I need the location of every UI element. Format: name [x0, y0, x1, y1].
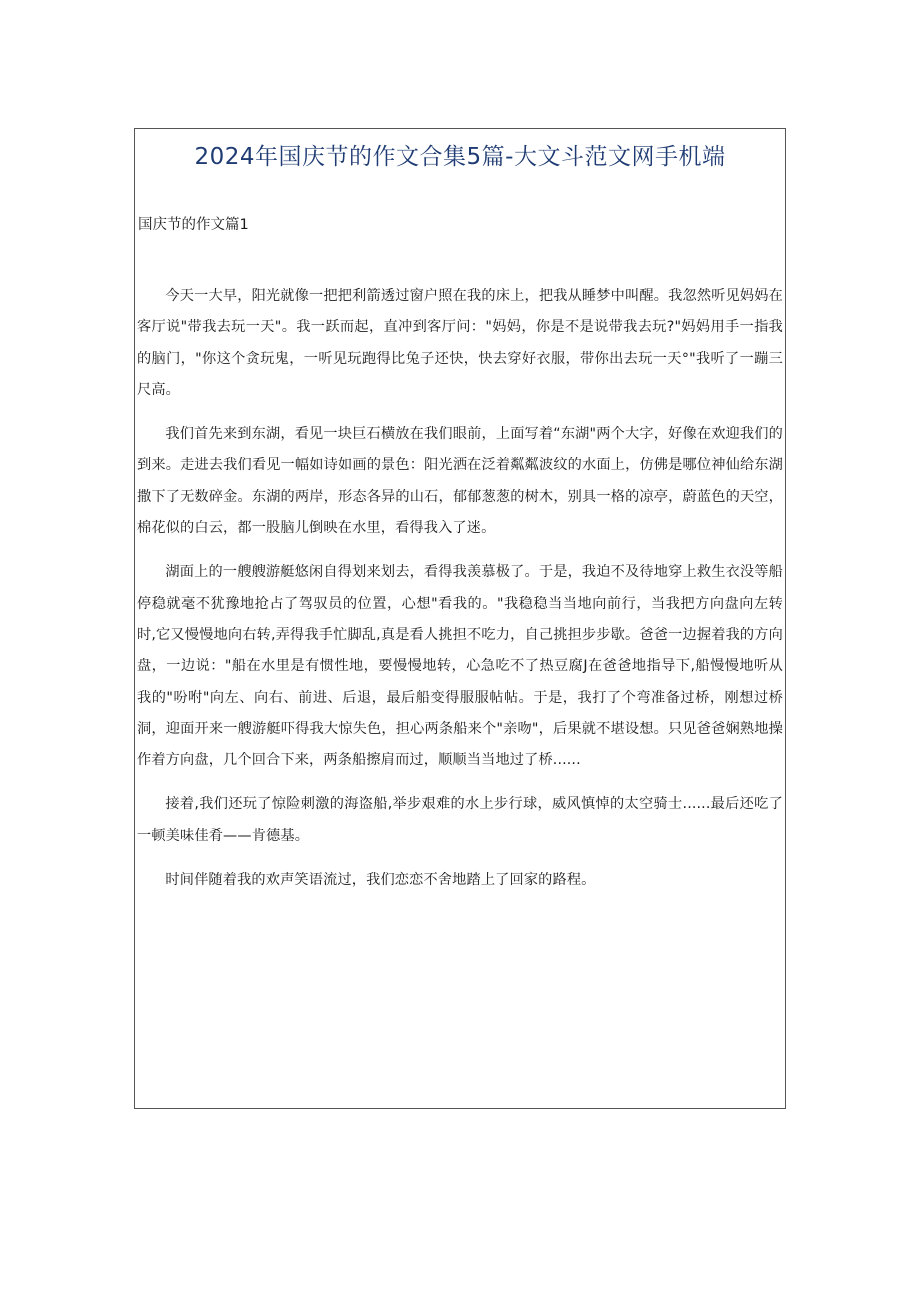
document-title: 2024年国庆节的作文合集5篇-大文斗范文网手机端: [194, 144, 726, 170]
paragraph: 我们首先来到东湖，看见一块巨石横放在我们眼前，上面写着“东湖"两个大字，好像在欢迎我们的到来。走进去我们看见一幅如诗如画的景色：阳光洒在泛着粼粼波纹的水面上，仿佛是哪位神仙给东湖撒下了无数碎金。东湖的两岸，形态各异的山石，郁郁葱葱的树木，别具一格的凉亭，蔚蓝色的天空，棉花似的白云，都一股脑儿倒映在水里，看得我入了迷。: [137, 426, 783, 537]
paragraph: 今天一大早，阳光就像一把把利箭透过窗户照在我的床上，把我从睡梦中叫醒。我忽然听见妈妈在客厅说"带我去玩一天"。我一跃而起，直冲到客厅问："妈妈，你是不是说带我去玩?"妈妈用手一指我的脑门，"你这个贪玩鬼，一听见玩跑得比兔子还快，快去穿好衣服，带你出去玩一天°"我听了一蹦三尺高。: [137, 288, 783, 398]
paragraph: 时间伴随着我的欢声笑语流过，我们恋恋不舍地踏上了回家的路程。: [165, 872, 596, 889]
article-body: [137, 281, 783, 909]
paragraph: 湖面上的一艘艘游艇悠闲自得划来划去，看得我羡慕极了。于是，我迫不及待地穿上救生衣没等船停稳就毫不犹豫地抢占了驾驭员的位置，心想"看我的。"我稳稳当当地向前行，当我把方向盘向左转时,它又慢慢地向右转,弄得我手忙脚乱,真是看人挑担不吃力，自己挑担步步歇。爸爸一边握着我的方向盘，一边说："船在水里是有惯性地，要慢慢地转，心急吃不了热豆腐J在爸爸地指导下,船慢慢地听从我的"吩咐"向左、向右、前进、后退，最后船变得服服帖帖。于是，我打了个弯准备过桥，刚想过桥洞，迎面开来一艘游艇吓得我大惊失色，担心两条船来个"亲吻"，后果就不堪设想。只见爸爸娴熟地操作着方向盘，几个回合下来，两条船擦肩而过，顺顺当当地过了桥......: [137, 564, 783, 769]
paragraph: 接着,我们还玩了惊险刺激的海盗船,举步艰难的水上步行球，威风慎悼的太空骑士......最后还吃了一顿美味佳肴——肯德基。: [137, 796, 783, 844]
document-frame: [134, 128, 786, 1109]
section-heading: 国庆节的作文篇1: [138, 217, 249, 233]
